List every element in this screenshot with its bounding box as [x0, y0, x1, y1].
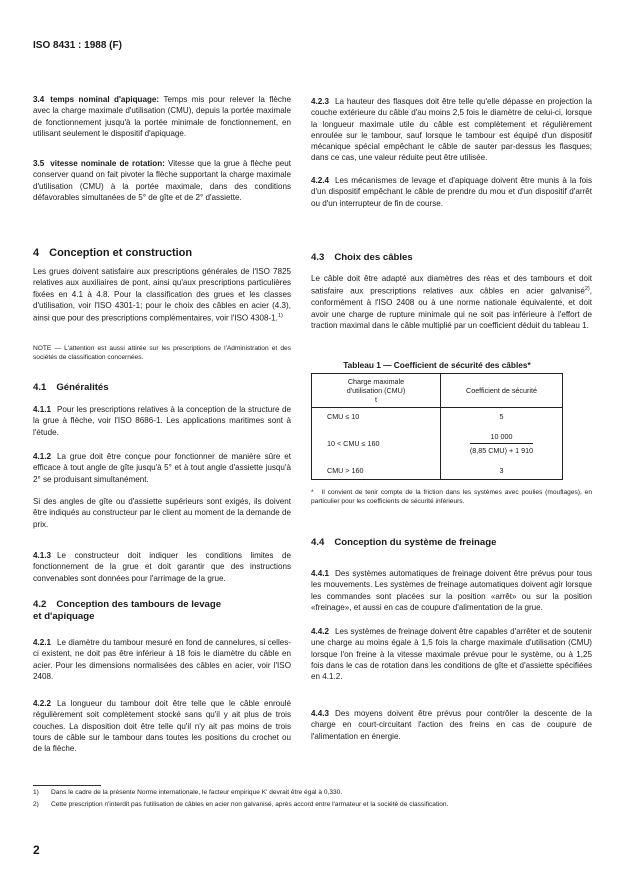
clause-text: La grue doit être conçue pour fonctionner de manière sûre et efficace à tout angle de gîte jusqu'à 5° et à tout angle d'assiette jusqu'à 2° se produisant simultanément. — [33, 452, 291, 484]
heading-number: 4.1 — [33, 382, 47, 393]
footnote-text: Dans le cadre de la présente Norme internationale, le facteur empirique K' devrait être égal à 0,330. — [51, 789, 343, 796]
footnote-separator — [33, 785, 101, 786]
cell-cmu: 10 < CMU ≤ 160 — [312, 426, 441, 462]
table-row — [312, 408, 563, 426]
clause-number: 4.1.3 — [33, 551, 52, 560]
section-4-intro — [33, 266, 291, 324]
footnote-ref[interactable]: 1) — [277, 313, 283, 320]
paragraph-text: Le câble doit être adapté aux diamètres des réas et des tambours et doit satisfaire aux prescriptions relatives aux câbles en acier galvanisé — [311, 274, 592, 296]
clause-term: vitesse nominale de rotation: — [50, 159, 165, 168]
clause-4-1-1 — [33, 404, 291, 438]
footnote-ref[interactable]: 2) — [584, 286, 590, 293]
footnote-1 — [33, 788, 342, 797]
table-header-row — [312, 374, 563, 408]
clause-number: 4.2.1 — [33, 638, 52, 647]
heading-number: 4.3 — [311, 252, 325, 263]
heading-number: 4 — [33, 247, 40, 259]
clause-4-2-2 — [33, 698, 291, 754]
clause-number: 4.2.4 — [311, 176, 330, 185]
table-footnote — [311, 488, 592, 506]
table-row — [312, 426, 563, 462]
clause-4-2-3 — [311, 96, 592, 164]
table-row — [312, 462, 563, 480]
clause-4-4-2 — [311, 626, 592, 682]
clause-text: Le constructeur doit indiquer les conditions limites de fonctionnement de la grue et doit garantir que des instructions convenables sont données pour l'arrimage de la grue. — [33, 551, 291, 583]
heading-title: Conception du système de freinage — [334, 537, 497, 548]
footnote-text: Cette prescription n'interdit pas l'utilisation de câbles en acier non galvanisé, après accord entre l'armateur et la société de classification. — [51, 801, 449, 808]
heading-title: Conception et construction — [49, 247, 193, 259]
formula-denominator: (8,85 CMU) + 1 910 — [469, 446, 534, 455]
header-line: Charge maximale — [347, 377, 405, 386]
footnote-number: 1) — [33, 789, 39, 796]
note: NOTE — L'attention est aussi attirée sur les prescriptions de l'Administration et des sociétés de classification concernées. — [33, 345, 291, 361]
header-line: d'utilisation (CMU) — [346, 386, 406, 395]
page-number: 2 — [33, 843, 40, 857]
cell-coefficient: 5 — [441, 408, 563, 426]
clause-text: La hauteur des flasques doit être telle qu'elle dépasse en projection la couche extérieure du câble d'au moins 2,5 fois le diamètre de celui-ci, lorsque la longueur maximale utile du câble est complètement et régulièrement enroulée sur le tambour, sauf lorsque le tambour est équipé d'un dispositif mécanique spécial empêchant le câble de sauter par-dessus les flasques; dans ce cas, une valeur réduite peut être utilisée. — [311, 97, 592, 163]
header-unit: t — [375, 395, 377, 404]
clause-4-4-3 — [311, 708, 592, 742]
clause-3-4 — [33, 94, 291, 139]
paragraph-text: Les grues doivent satisfaire aux prescriptions générales de l'ISO 7825 relatives aux auxiliaires de pont, ainsi qu'aux prescriptions particulières fixées en 4.1 à 4.8. Pour la classification des grues et les classes d'utilisation, voir l'ISO 4301-1; pour le choix des câbles en acier (4.3), ainsi que pour des prescriptions complémentaires, voir l'ISO 4308-1. — [33, 267, 291, 323]
clause-4-1-2 — [33, 451, 291, 485]
heading-number: 4.4 — [311, 537, 325, 548]
clause-number: 4.1.1 — [33, 405, 52, 414]
cell-cmu: CMU ≤ 10 — [312, 408, 441, 426]
clause-number: 3.5 — [33, 159, 45, 168]
clause-text: Les systèmes de freinage doivent être capables d'arrêter et de soutenir une charge au moins égale à 1,5 fois la charge maximale d'utilisation (CMU) lorsque l'on freine à la vitesse maximale prévue pour le système, ou à 1,25 fois dans le cas de rotation dans les conditions de gîte et d'assiette spécifiées en 4.1.2. — [311, 627, 592, 682]
footnote-mark: * — [311, 489, 314, 496]
clause-text: Pour les prescriptions relatives à la conception de la structure de la grue à flèche, voir l'ISO 8686-1. Les applications maritimes sont à l'étude. — [33, 405, 291, 437]
clause-text: Les mécanismes de levage et d'apiquage doivent être munis à la fois d'un dispositif empêchant le câble de prendre du mou et d'un dispositif d'arrêt ou d'un interrupteur de fin de course. — [311, 176, 592, 208]
section-heading-4-2 — [33, 599, 291, 623]
cell-cmu: CMU > 160 — [312, 462, 441, 480]
clause-number: 4.1.2 — [33, 452, 52, 461]
heading-number: 4.2 — [33, 599, 47, 610]
clause-4-1-3 — [33, 550, 291, 584]
clause-number: 3.4 — [33, 95, 45, 104]
heading-title-continued: et d'apiquage — [33, 611, 95, 622]
heading-title: Choix des câbles — [334, 252, 413, 263]
table-header-coefficient: Coefficient de sécurité — [441, 374, 563, 408]
heading-title: Généralités — [56, 382, 109, 393]
clause-text: Vitesse que la grue à flèche peut conserver quand on fait pivoter la flèche supportant la charge maximale d'utilisation (CMU) à la portée maximale, dans des conditions défavorables simultanées de 5° de gîte et de 2° d'assiette. — [33, 159, 291, 202]
clause-3-5 — [33, 158, 291, 203]
safety-coefficient-table — [311, 373, 563, 480]
section-4-3-text — [311, 273, 592, 331]
clause-4-1-2-continued: Si des angles de gîte ou d'assiette supérieurs sont exigés, ils doivent être indiqués au constructeur par le client au moment de la demande de prix. — [33, 497, 291, 529]
clause-4-4-1 — [311, 568, 592, 613]
section-heading-4-4 — [311, 537, 592, 549]
cell-coefficient-formula — [441, 426, 563, 462]
clause-text: Temps mis pour relever la flèche avec la charge maximale d'utilisation (CMU), depuis la portée maximale de fonctionnement jusqu'à la portée minimale de fonctionnement, en utilisant seulement le dispositif d'apiquage. — [33, 95, 291, 138]
clause-text: Des systèmes automatiques de freinage doivent être prévus pour tous les mouvements. Les systèmes de freinage automatiques doivent agir lorsque les commandes sont placées sur la position «arrêt» ou sur la position «freinage», et aussi en cas de coupure d'alimentation de la grue. — [311, 569, 592, 612]
clause-text: Des moyens doivent être prévus pour contrôler la descente de la charge en court-circuitant l'action des freins en cas de coupure de l'alimentation en énergie. — [311, 709, 592, 741]
footnote-number: 2) — [33, 801, 39, 808]
formula-numerator: 10 000 — [470, 432, 533, 444]
clause-number: 4.2.3 — [311, 97, 330, 106]
footnote-2 — [33, 800, 448, 809]
table-header-cmu — [312, 374, 441, 408]
section-heading-4-3 — [311, 252, 592, 264]
clause-4-2-4 — [311, 175, 592, 209]
clause-text: La longueur du tambour doit être telle que le câble enroulé régulièrement soit complètement stocké sans qu'il y ait plus de trois couches. La disposition doit être telle qu'il n'y ait pas moins de trois tours de câble sur le tambour dans toutes les positions du crochet ou de la flèche. — [33, 699, 291, 754]
clause-number: 4.2.2 — [33, 699, 52, 708]
clause-number: 4.4.1 — [311, 569, 330, 578]
table-title: Tableau 1 — Coefficient de sécurité des câbles* — [343, 360, 531, 370]
paragraph-text-continued: , conformément à l'ISO 2408 ou à une norme nationale équivalente, et doit avoir une charge de rupture minimale qui ne soit pas inférieure à l'effort de traction maximal dans le câble multiplié par un coefficient déduit du tableau 1. — [311, 286, 592, 330]
heading-title: Conception des tambours de levage — [56, 599, 222, 610]
document-header: ISO 8431 : 1988 (F) — [33, 40, 122, 51]
clause-term: temps nominal d'apiquage: — [50, 95, 160, 104]
footnote-text: Il convient de tenir compte de la friction dans les systèmes avec poulies (mouflages), en particulier pour les coefficients de sécurité inférieurs. — [311, 489, 592, 505]
clause-number: 4.4.3 — [311, 709, 330, 718]
clause-number: 4.4.2 — [311, 627, 330, 636]
cell-coefficient: 3 — [441, 462, 563, 480]
section-heading-4 — [33, 247, 291, 260]
clause-4-2-1 — [33, 637, 291, 682]
section-heading-4-1 — [33, 382, 291, 394]
clause-text: Le diamètre du tambour mesuré en fond de cannelures, si celles-ci existent, ne doit pas être inférieur à 18 fois le diamètre du câble en acier. Pour les dimensions normalisées des câbles en acier, voir l'ISO 2408. — [33, 638, 291, 681]
